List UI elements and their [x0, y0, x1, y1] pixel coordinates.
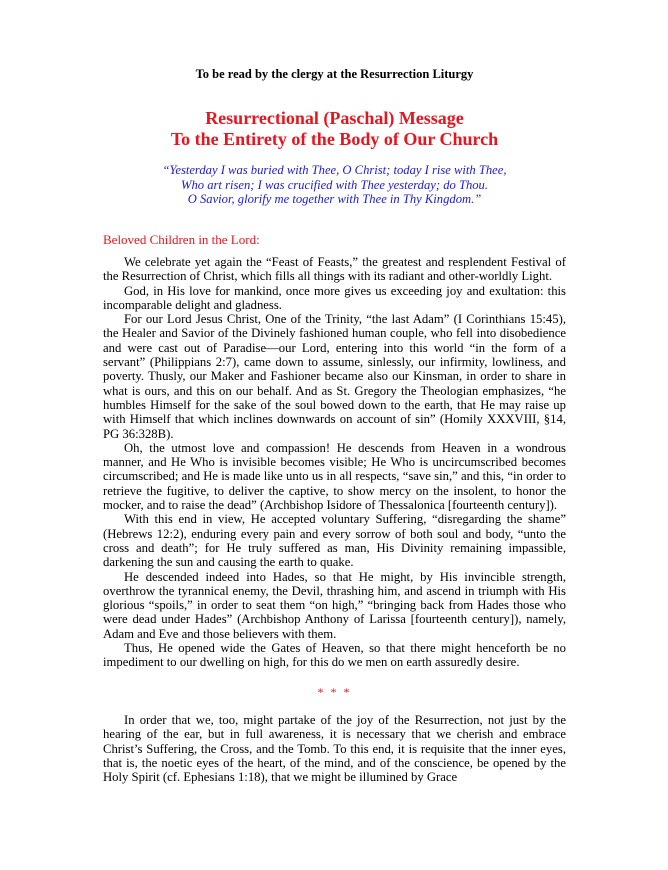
paragraph: Oh, the utmost love and compassion! He descends from Heaven in a wondrous manner, and He Who is invisible becomes visible; He Who is uncircumscribed becomes circumscribed; and He is made like unto us in all respects, “save sin,” and this, “in order to retrieve the fugitive, to deliver the captive, to show mercy on the insolent, to honor the mocker, and to raise the dead” (Archbishop Isidore of Thessalonica [fourteenth century]). [103, 440, 566, 513]
hymn-line-1: “Yesterday I was buried with Thee, O Christ; today I rise with Thee, [162, 163, 507, 177]
body-text [103, 255, 566, 670]
paragraph: He descended indeed into Hades, so that He might, by His invincible strength, overthrow the tyrannical enemy, the Devil, thrashing him, and ascend in triumph with His glorious “spoils,” in order to seat them “on high,” “bringing back from Hades those who were dead under Hades” (Archbishop Anthony of Larissa [fourteenth century]), namely, Adam and Eve and those believers with them. [103, 569, 566, 641]
paragraph: In order that we, too, might partake of the joy of the Resurrection, not just by the hearing of the ear, but in full awareness, it is necessary that we cherish and embrace Christ’s Suffering, the Cross, and the Tomb. To this end, it is requisite that the inner eyes, that is, the noetic eyes of the heart, of the mind, and of the conscience, be opened by the Holy Spirit (cf. Ephesians 1:18), that we might be illumined by Grace [103, 713, 566, 785]
paragraph: We celebrate yet again the “Feast of Feasts,” the greatest and resplendent Festival of the Resurrection of Christ, which fills all things with its radiant and other-worldly Light. [103, 255, 566, 284]
header-note: To be read by the clergy at the Resurrection Liturgy [195, 67, 474, 81]
hymn-line-3: O Savior, glorify me together with Thee in Thy Kingdom.” [187, 192, 482, 206]
paragraph: God, in His love for mankind, once more gives us exceeding joy and exultation: this incomparable delight and gladness. [103, 283, 566, 312]
hymn-line-2: Who art risen; I was crucified with Thee yesterday; do Thou. [181, 177, 488, 192]
title-line-1: Resurrectional (Paschal) Message [205, 108, 464, 128]
epigraph-hymn [103, 163, 566, 207]
body-text-continued [103, 713, 566, 784]
paragraph: For our Lord Jesus Christ, One of the Trinity, “the last Adam” (I Corinthians 15:45), the Healer and Savior of the Divinely fashioned human couple, who fell into disobedience and were cast out of Paradise—our Lord, entering into this world “in the form of a servant” (Philippians 2:7), came down to assume, sinlessly, our infirmity, lowliness, and poverty. Thusly, our Maker and Fashioner became also our Kinsman, in order to share in what is ours, and this on our behalf. And as St. Gregory the Theologian emphasizes, “he humbles Himself for the sake of the soul bowed down to the earth, that He may raise up with Himself that which inclines downwards on account of sin” (Homily XXXVIII, §14, PG 36:328B). [103, 312, 566, 441]
paragraph: With this end in view, He accepted voluntary Suffering, “disregarding the shame” (Hebrews 12:2), enduring every pain and every sorrow of both soul and body, “unto the cross and death”; for He truly suffered as man, His Divinity remaining impassible, darkening the sun and causing the earth to quake. [103, 512, 566, 570]
salutation: Beloved Children in the Lord: [103, 232, 260, 247]
title-line-2: To the Entirety of the Body of Our Church [170, 129, 499, 149]
section-separator: * * * [317, 685, 352, 699]
document-title [103, 108, 566, 150]
paragraph: Thus, He opened wide the Gates of Heaven, so that there might henceforth be no impediment to our dwelling on high, for this do we men on earth assuredly desire. [103, 641, 566, 670]
